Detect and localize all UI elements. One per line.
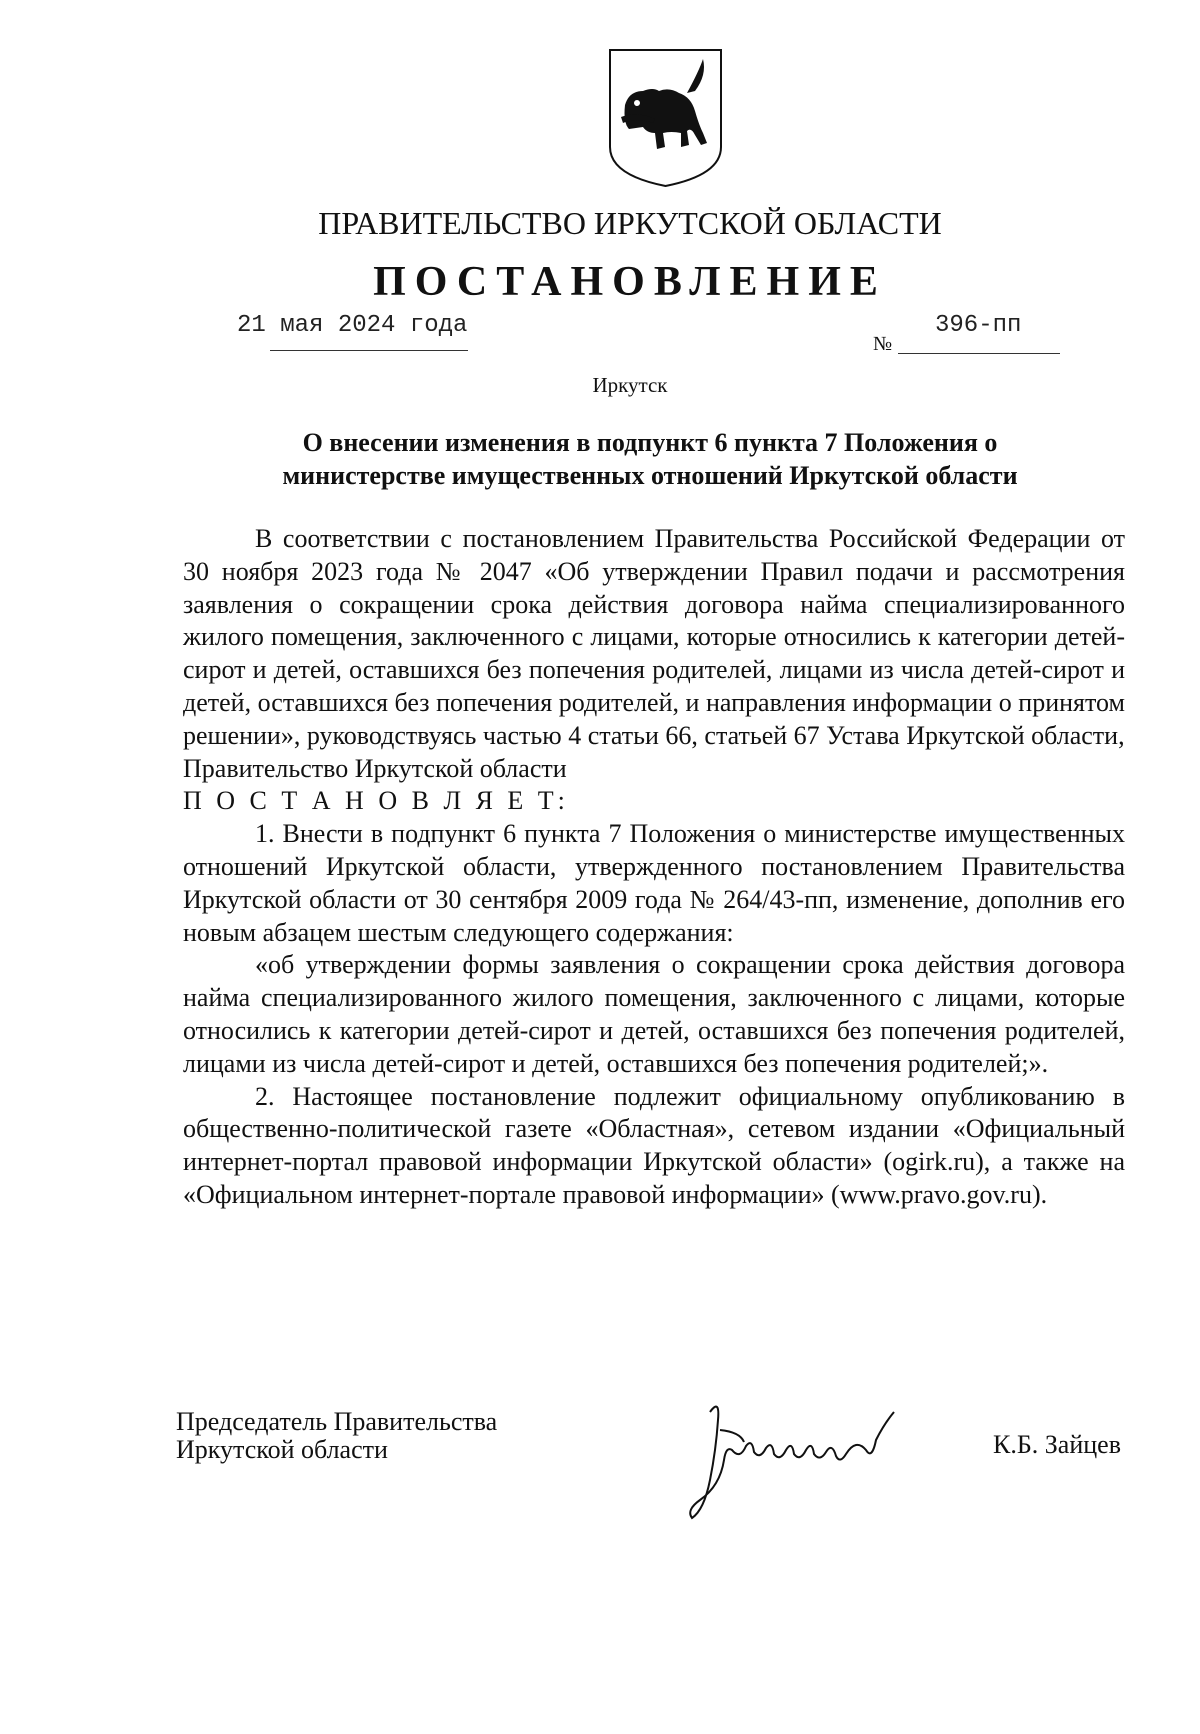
city: Иркутск xyxy=(592,373,668,397)
signatory-position xyxy=(176,1408,497,1464)
title-line-1: О внесении изменения в подпункт 6 пункта 7 Положения о xyxy=(302,428,998,457)
document-type: ПОСТАНОВЛЕНИЕ xyxy=(373,259,887,305)
preamble-last-line: Правительство Иркутской области xyxy=(183,753,567,783)
position-line-2: Иркутской области xyxy=(176,1435,388,1464)
signatory-name: К.Б. Зайцев xyxy=(993,1430,1121,1459)
handwritten-signature xyxy=(680,1390,940,1530)
number-underline xyxy=(898,353,1060,354)
document-number: 396-пп xyxy=(935,312,1022,339)
date-underline xyxy=(270,350,468,351)
resolves-heading: П О С Т А Н О В Л Я Е Т: xyxy=(183,786,569,816)
item-2-paragraph: 2. Настоящее постановление подлежит официальному опубликованию в общественно-политической газете «Областная», сетевом издании «Официальный интернет-портал правовой информации Иркутской области» (ogirk.ru), а также на «Официальном интернет-портале правовой информации» (www.pravo.gov.ru). xyxy=(183,1081,1125,1209)
quote-paragraph: «об утверждении формы заявления о сокращении срока действия договора найма специализированного жилого помещения, заключенного с лицами, которые относились к категории детей-сирот и детей, оставшихся без попечения родителей, лицами из числа детей-сирот и детей, оставшихся без попечения родителей;». xyxy=(183,950,1125,1078)
document-date: 21 мая 2024 года xyxy=(237,312,468,339)
title-line-2: министерстве имущественных отношений Иркутской области xyxy=(282,461,1018,490)
document-body xyxy=(183,523,1125,1212)
government-name: ПРАВИТЕЛЬСТВО ИРКУТСКОЙ ОБЛАСТИ xyxy=(318,205,942,241)
number-sign: № xyxy=(873,333,893,355)
irkutsk-coat-of-arms-icon xyxy=(607,47,724,189)
preamble-paragraph: В соответствии с постановлением Правительства Российской Федерации от 30 ноября 2023 года № 2047 «Об утверждении Правил подачи и рассмотрения заявления о сокращении срока действия договора найма специализированного жилого помещения, заключенного с лицами, которые относились к категории детей-сирот и детей, оставшихся без попечения родителей, лицами из числа детей-сирот и детей, оставшихся без попечения родителей, и направления информации о принятом решении», руководствуясь частью 4 статьи 66, статьей 67 Устава Иркутской области, xyxy=(183,524,1125,750)
document-title xyxy=(180,426,1120,492)
item-1-paragraph: 1. Внести в подпункт 6 пункта 7 Положения о министерстве имущественных отношений Иркутской области, утвержденного постановлением Правительства Иркутской области от 30 сентября 2009 года № 264/43-пп, изменение, дополнив его новым абзацем шестым следующего содержания: xyxy=(183,819,1125,947)
position-line-1: Председатель Правительства xyxy=(176,1407,498,1436)
